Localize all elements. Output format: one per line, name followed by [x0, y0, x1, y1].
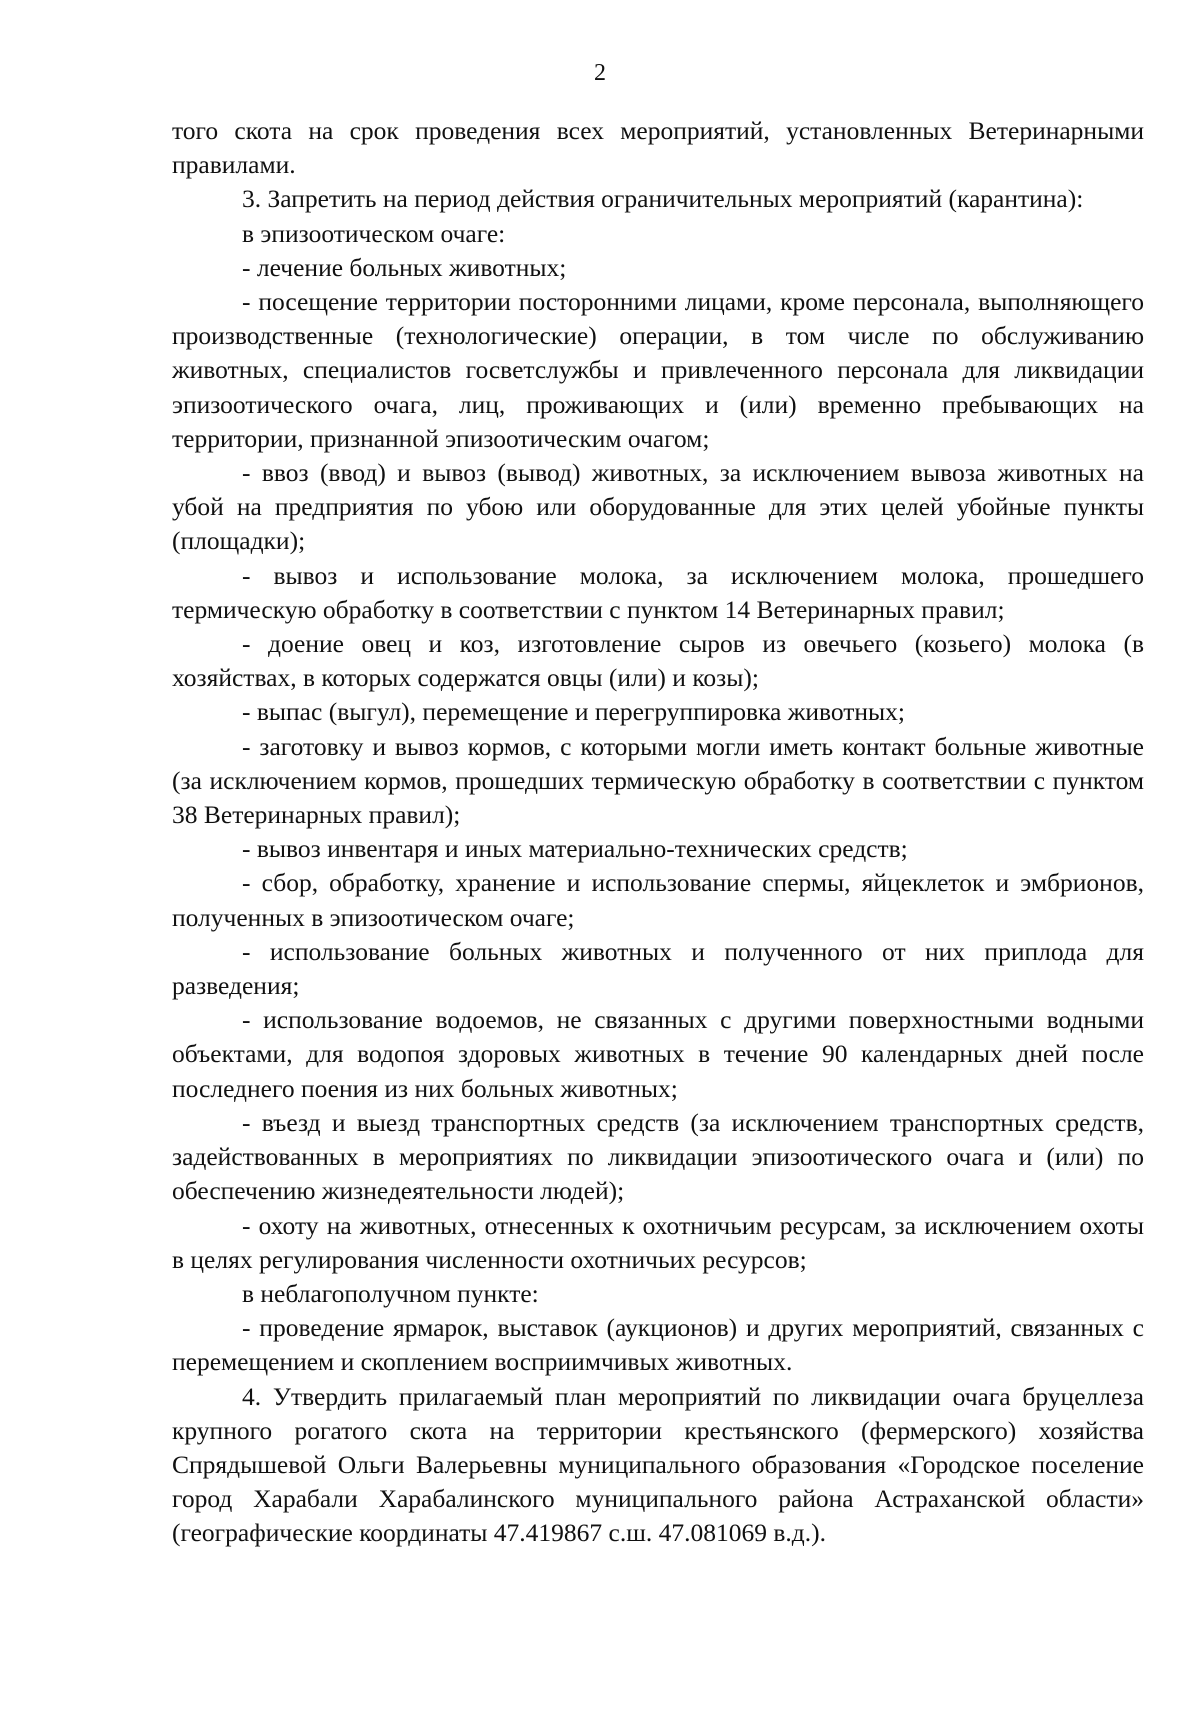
list-item: - ввоз (ввод) и вывоз (вывод) животных, за исключением вывоза животных на убой на предприятия по убою или оборудованные для этих целей убойные пункты (площадки);	[172, 458, 1144, 556]
list-item: - доение овец и коз, изготовление сыров из овечьего (козьего) молока (в хозяйствах, в которых содержатся овцы (или) и козы);	[172, 629, 1144, 693]
list-item: - сбор, обработку, хранение и использование спермы, яйцеклеток и эмбрионов, полученных в эпизоотическом очаге;	[172, 868, 1144, 932]
paragraph-item-4: 4. Утвердить прилагаемый план мероприятий по ликвидации очага бруцеллеза крупного рогатого скота на территории крестьянского (фермерского) хозяйства Спрядышевой Ольги Валерьевны муниципального образования «Городское поселение город Харабали Харабалинского муниципального района Астраханской области» (географические координаты 47.419867 с.ш. 47.081069 в.д.).	[172, 1381, 1144, 1548]
list-item: - использование водоемов, не связанных с другими поверхностными водными объектами, для водопоя здоровых животных в течение 90 календарных дней после последнего поения из них больных животных;	[172, 1005, 1144, 1103]
paragraph-subheading-focus: в эпизоотическом очаге:	[242, 218, 506, 248]
list-item: - использование больных животных и полученного от них приплода для разведения;	[172, 936, 1144, 1001]
list-item: - вывоз и использование молока, за исключением молока, прошедшего термическую обработку в соответствии с пунктом 14 Ветеринарных правил;	[172, 560, 1144, 624]
list-item: - въезд и выезд транспортных средств (за исключением транспортных средств, задействованных в мероприятиях по ликвидации эпизоотического очага и (или) по обеспечению жизнедеятельности людей);	[172, 1107, 1144, 1206]
paragraph-item-3: 3. Запретить на период действия ограничительных мероприятий (карантина):	[242, 184, 1084, 214]
list-item: - охоту на животных, отнесенных к охотничьим ресурсам, за исключением охоты в целях регулирования численности охотничьих ресурсов;	[172, 1210, 1144, 1274]
list-item: - посещение территории посторонними лицами, кроме персонала, выполняющего производственные (технологические) операции, в том числе по обслуживанию животных, специалистов госветслужбы и привлеченного персонала для ликвидации эпизоотического очага, лиц, проживающих и (или) временно пребывающих на территории, признанной эпизоотическим очагом;	[172, 287, 1144, 453]
list-item: - проведение ярмарок, выставок (аукционов) и других мероприятий, связанных с перемещением и скоплением восприимчивых животных.	[172, 1313, 1144, 1377]
paragraph-continuation: того скота на срок проведения всех мероприятий, установленных Ветеринарными правилами.	[172, 116, 1144, 180]
list-item: - заготовку и вывоз кормов, с которыми могли иметь контакт больные животные (за исключением кормов, прошедших термическую обработку в соответствии с пунктом 38 Ветеринарных правил);	[172, 731, 1144, 830]
list-item: - вывоз инвентаря и иных материально-технических средств;	[242, 834, 908, 864]
list-item: - выпас (выгул), перемещение и перегруппировка животных;	[242, 697, 905, 727]
page-number: 2	[594, 60, 606, 86]
paragraph-subheading-unfavorable-point: в неблагополучном пункте:	[242, 1278, 539, 1308]
document-body	[172, 114, 1144, 1551]
list-item: - лечение больных животных;	[242, 252, 567, 282]
